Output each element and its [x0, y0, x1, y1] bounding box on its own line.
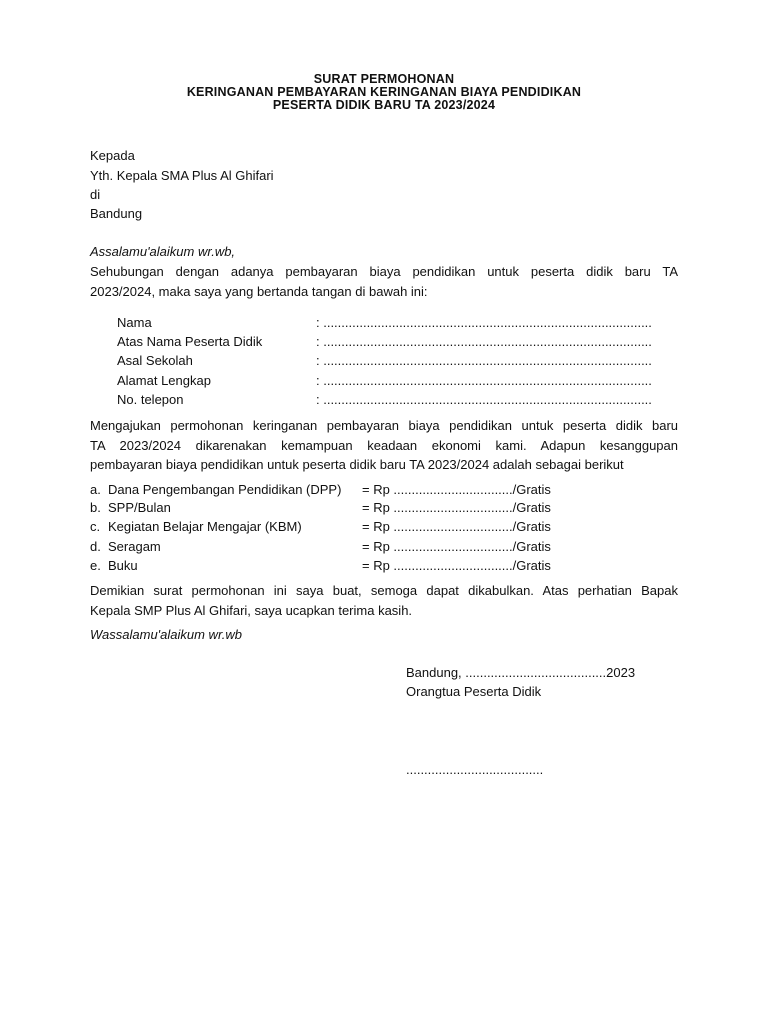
field-value-asal-sekolah: : ...........................................................................................	[316, 353, 652, 368]
field-label-telepon: No. telepon	[117, 392, 184, 407]
item-label-buku: Buku	[108, 558, 138, 573]
request-line-1: Mengajukan permohonan keringanan pembayaran biaya pendidikan untuk peserta didik baru	[90, 418, 678, 433]
item-value-kbm: = Rp ................................./Gratis	[362, 519, 551, 534]
closing-line-1: Demikian surat permohonan ini saya buat, semoga dapat dikabulkan. Atas perhatian Bapak	[90, 583, 678, 598]
field-value-telepon: : ...........................................................................................	[316, 392, 652, 407]
signature-place-date: Bandung, .......................................2023	[406, 665, 636, 680]
item-letter: d.	[90, 539, 101, 554]
farewell: Wassalamu'alaikum wr.wb	[90, 627, 243, 642]
field-label-alamat: Alamat Lengkap	[117, 373, 211, 388]
field-label-asal-sekolah: Asal Sekolah	[117, 353, 193, 368]
field-label-atas-nama: Atas Nama Peserta Didik	[117, 334, 263, 349]
field-value-atas-nama: : ...........................................................................................	[316, 334, 652, 349]
address-city: Bandung	[90, 206, 143, 221]
item-label-dpp: Dana Pengembangan Pendidikan (DPP)	[108, 482, 342, 497]
greeting: Assalamu'alaikum wr.wb,	[90, 244, 236, 259]
item-letter: e.	[90, 558, 101, 573]
item-letter: b.	[90, 500, 101, 515]
field-label-nama: Nama	[117, 315, 152, 330]
address-at: di	[90, 187, 101, 202]
item-letter: c.	[90, 519, 101, 534]
intro-line-2: 2023/2024, maka saya yang bertanda tangan di bawah ini:	[90, 284, 428, 299]
letter-subtitle: KERINGANAN PEMBAYARAN KERINGANAN BIAYA PENDIDIKAN	[186, 85, 582, 99]
letter-subtitle-year: PESERTA DIDIK BARU TA 2023/2024	[272, 98, 496, 112]
item-value-spp: = Rp ................................./Gratis	[362, 500, 551, 515]
letter-title: SURAT PERMOHONAN	[313, 72, 455, 86]
request-line-2: TA 2023/2024 dikarenakan kemampuan keadaan ekonomi kami. Adapun kesanggupan	[90, 438, 678, 453]
request-line-3: pembayaran biaya pendidikan untuk peserta didik baru TA 2023/2024 adalah sebagai berikut	[90, 457, 624, 472]
address-to: Kepada	[90, 148, 135, 163]
field-value-nama: : ...........................................................................................	[316, 315, 652, 330]
closing-line-2: Kepala SMP Plus Al Ghifari, saya ucapkan terima kasih.	[90, 603, 413, 618]
item-label-seragam: Seragam	[108, 539, 161, 554]
item-label-spp: SPP/Bulan	[108, 500, 171, 515]
field-value-alamat: : ...........................................................................................	[316, 373, 652, 388]
address-recipient: Yth. Kepala SMA Plus Al Ghifari	[90, 168, 274, 183]
item-label-kbm: Kegiatan Belajar Mengajar (KBM)	[108, 519, 302, 534]
intro-line-1: Sehubungan dengan adanya pembayaran biaya pendidikan untuk peserta didik baru TA	[90, 264, 678, 279]
signature-name-line: ......................................	[406, 762, 544, 777]
item-value-seragam: = Rp ................................./Gratis	[362, 539, 551, 554]
item-letter: a.	[90, 482, 101, 497]
item-value-dpp: = Rp ................................./Gratis	[362, 482, 551, 497]
item-value-buku: = Rp ................................./Gratis	[362, 558, 551, 573]
signature-role: Orangtua Peserta Didik	[406, 684, 542, 699]
